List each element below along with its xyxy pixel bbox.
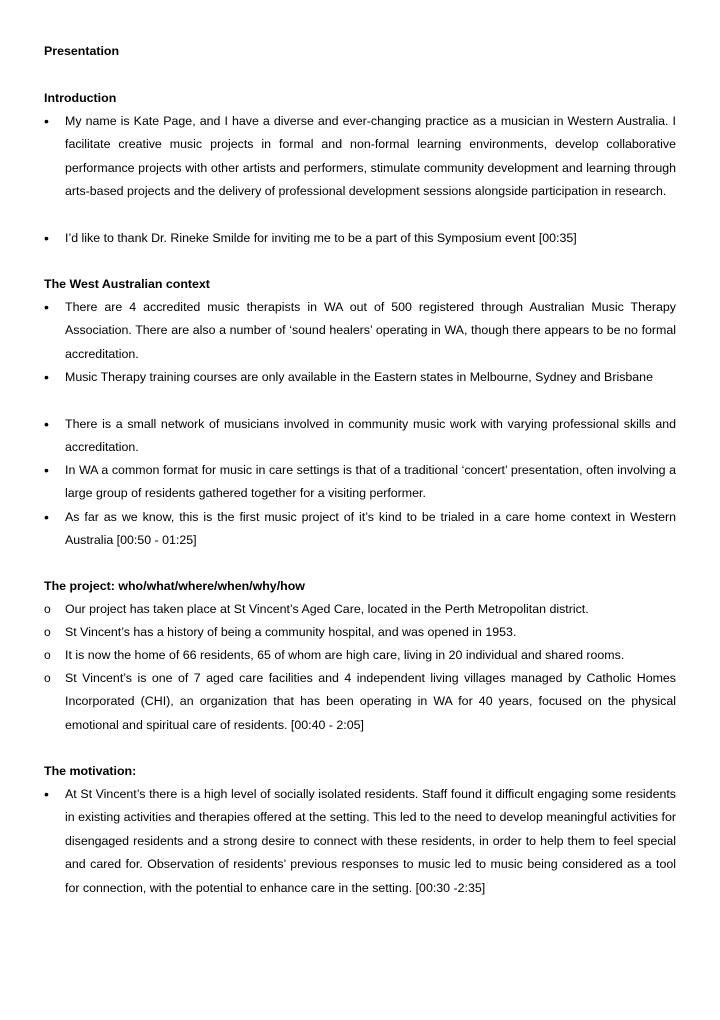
list-item — [44, 227, 676, 250]
bullet-disc-icon: • — [44, 113, 49, 129]
bullet-circle-icon: o — [44, 625, 51, 639]
list-item — [44, 366, 676, 389]
list-item — [44, 667, 676, 737]
section-heading-context: The West Australian context — [44, 277, 210, 291]
list-item-text: St Vincent’s has a history of being a community hospital, and was opened in 1953. — [65, 625, 517, 639]
bullet-disc-icon: • — [44, 462, 49, 478]
list-item-text: Music Therapy training courses are only available in the Eastern states in Melbourne, Sydney and Brisbane — [65, 370, 653, 384]
list-item-text: There is a small network of musicians involved in community music work with varying professional skills and accreditation. — [65, 417, 676, 455]
list-item — [44, 459, 676, 506]
list-item-text: In WA a common format for music in care settings is that of a traditional ‘concert’ presentation, often involving a large group of residents gathered together for a visiting performer. — [65, 463, 676, 501]
section-heading-introduction: Introduction — [44, 91, 117, 105]
bullet-disc-icon: • — [44, 416, 49, 432]
list-item-text: Our project has taken place at St Vincent’s Aged Care, located in the Perth Metropolitan district. — [65, 602, 589, 616]
bullet-circle-icon: o — [44, 602, 51, 616]
bullet-disc-icon: • — [44, 299, 49, 315]
bullet-disc-icon: • — [44, 509, 49, 525]
list-item — [44, 506, 676, 553]
bullet-circle-icon: o — [44, 671, 51, 685]
list-item-text: It is now the home of 66 residents, 65 of whom are high care, living in 20 individual and shared rooms. — [65, 648, 625, 662]
section-heading-project: The project: who/what/where/when/why/how — [44, 579, 305, 593]
list-item — [44, 644, 676, 667]
bullet-disc-icon: • — [44, 786, 49, 802]
list-item — [44, 598, 676, 621]
list-item-text: As far as we know, this is the first music project of it’s kind to be trialed in a care home context in Western Australia [00:50 - 01:25] — [65, 510, 676, 548]
section-heading-motivation: The motivation: — [44, 764, 137, 778]
list-item-text: St Vincent’s is one of 7 aged care facilities and 4 independent living villages managed by Catholic Homes Incorporated (CHI), an organization that has been operating in WA for 40 years, focused on the physical emotional and spiritual care of residents. [00:40 - 2:05] — [65, 671, 676, 732]
list-item — [44, 296, 676, 366]
list-item-text: My name is Kate Page, and I have a diverse and ever-changing practice as a musician in Western Australia. I facilitate creative music projects in formal and non-formal learning environments, develop collaborative performance projects with other artists and performers, stimulate community development and learning through arts-based projects and the delivery of professional development sessions alongside participation in research. — [65, 114, 676, 199]
document-title: Presentation — [44, 44, 120, 58]
list-item — [44, 783, 676, 900]
list-item-text: There are 4 accredited music therapists in WA out of 500 registered through Australian Music Therapy Association. There are also a number of ‘sound healers’ operating in WA, though there appears to be no formal accreditation. — [65, 300, 676, 361]
list-item — [44, 621, 676, 644]
bullet-disc-icon: • — [44, 369, 49, 385]
list-item — [44, 110, 676, 204]
bullet-disc-icon: • — [44, 230, 49, 246]
bullet-circle-icon: o — [44, 648, 51, 662]
list-item-text: At St Vincent’s there is a high level of socially isolated residents. Staff found it difficult engaging some residents in existing activities and therapies offered at the setting. This led to the need to develop meaningful activities for disengaged residents and a strong desire to connect with these residents, in order to help them to feel special and cared for. Observation of residents’ previous responses to music led to music being considered as a tool for connection, with the potential to enhance care in the setting. [00:30 -2:35] — [65, 787, 676, 895]
list-item-text: I’d like to thank Dr. Rineke Smilde for inviting me to be a part of this Symposium event [00:35] — [65, 231, 577, 245]
list-item — [44, 413, 676, 460]
